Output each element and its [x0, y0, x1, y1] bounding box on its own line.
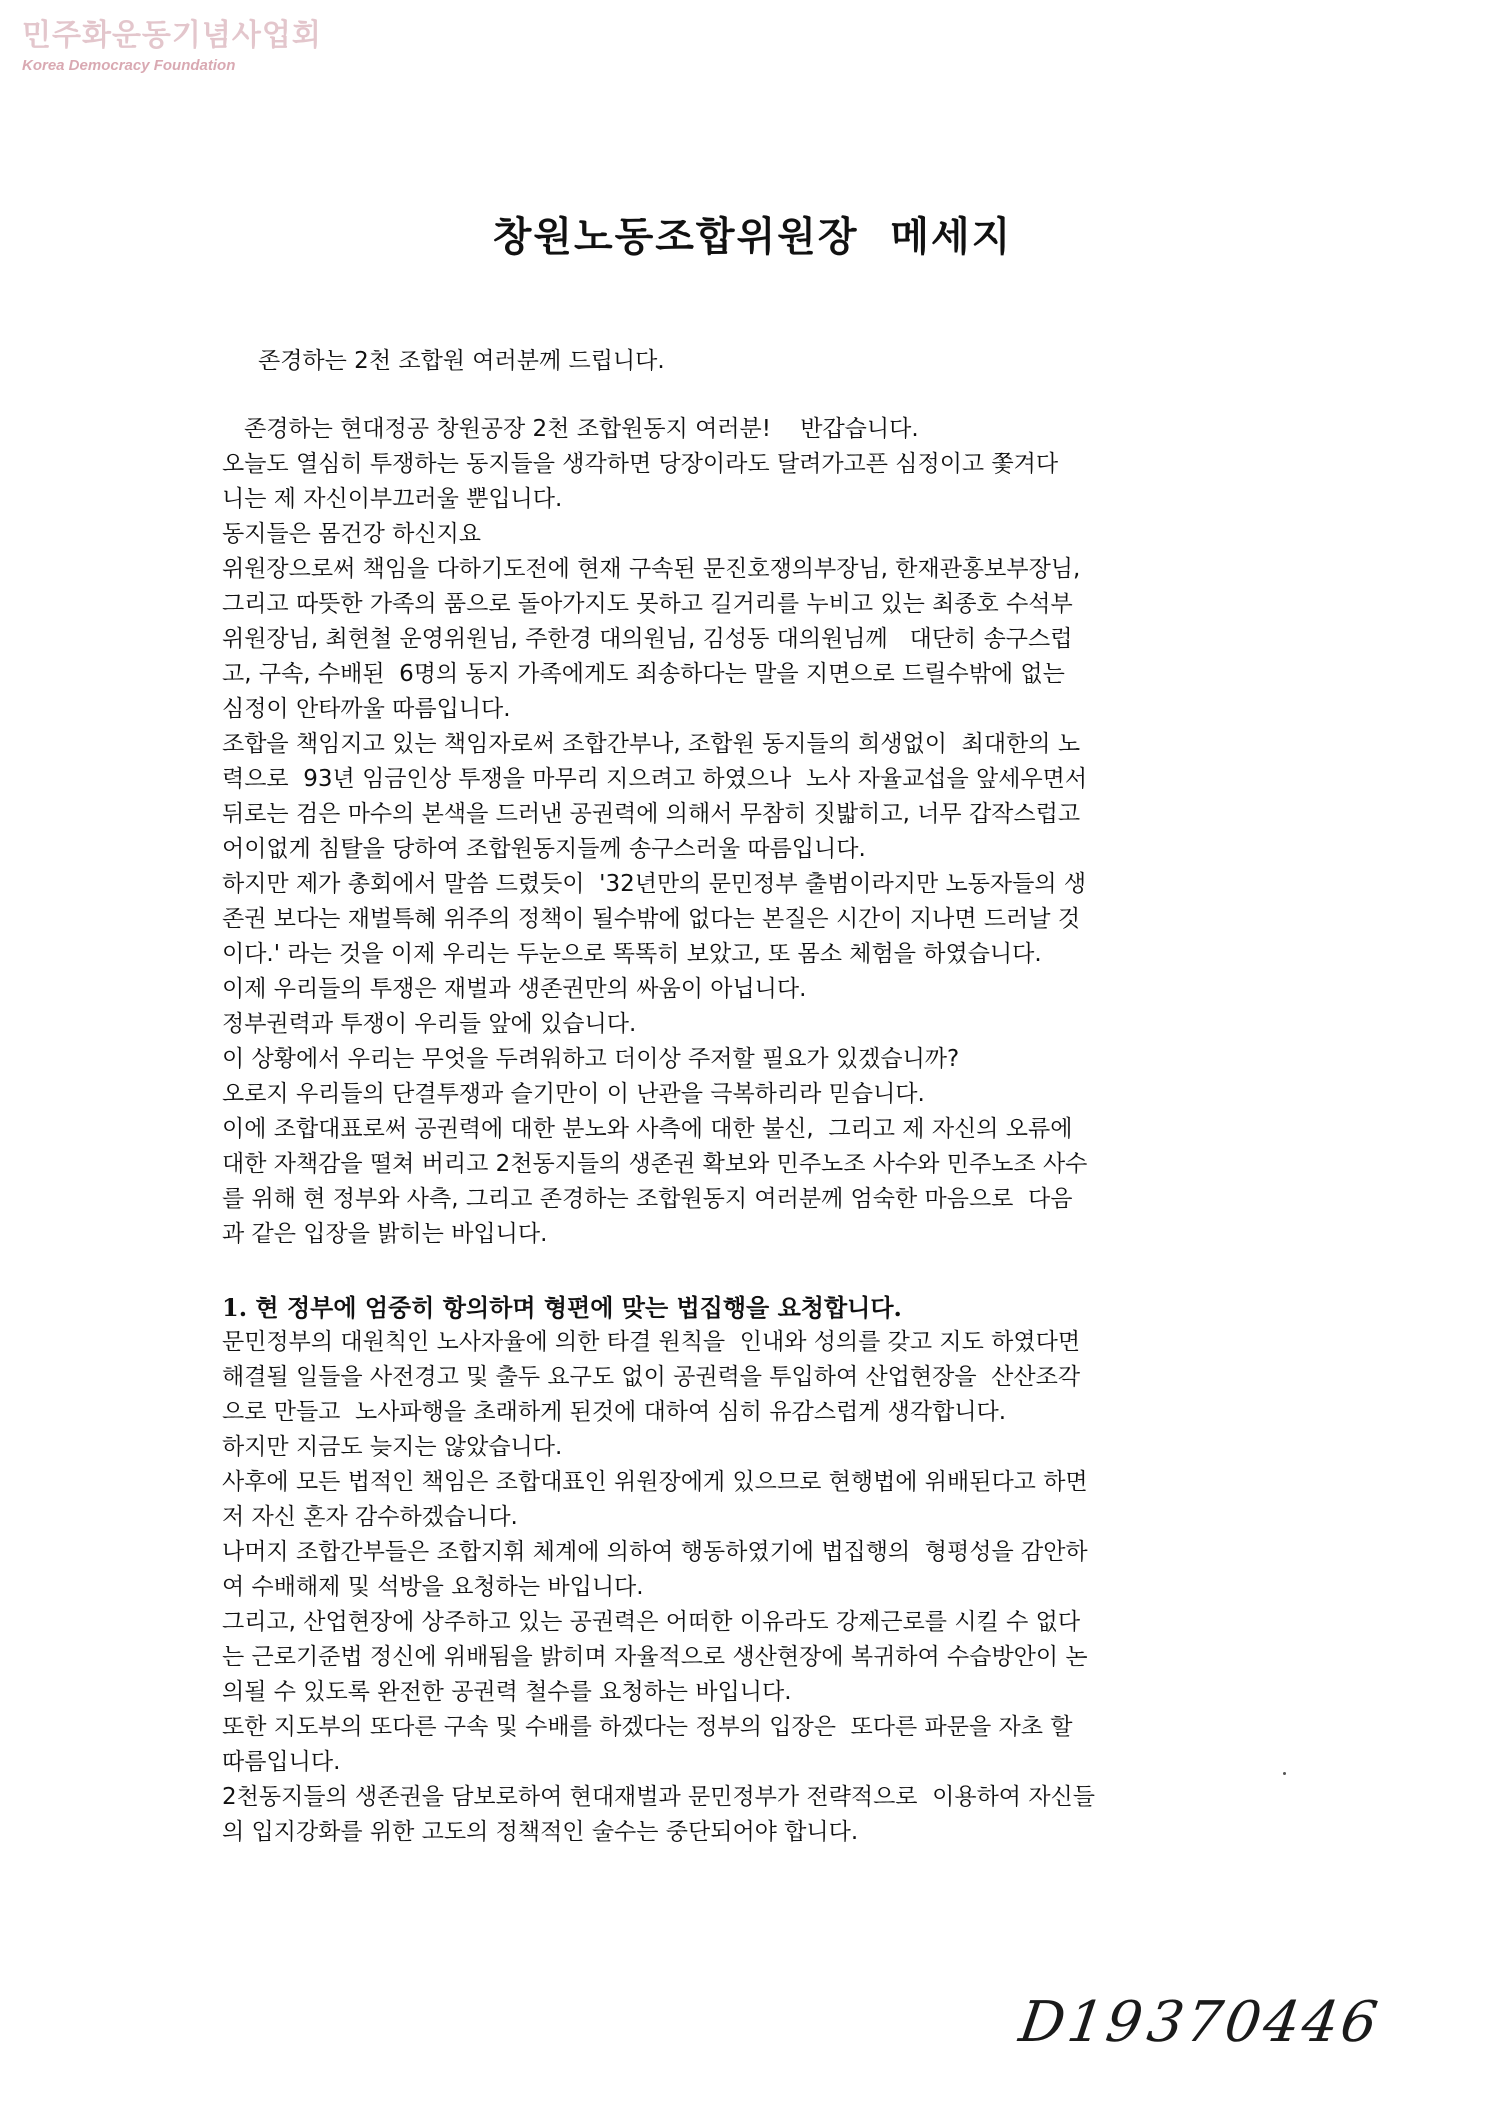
- section-line: 의될 수 있도록 완전한 공권력 철수를 요청하는 바입니다.: [222, 1679, 792, 1705]
- body-line: 력으로 93년 임금인상 투쟁을 마무리 지으려고 하였으나 노사 자율교섭을 앞세우면서: [222, 766, 1088, 792]
- body-line: 를 위해 현 정부와 사측, 그리고 존경하는 조합원동지 여러분께 엄숙한 마음으로 다음: [222, 1186, 1073, 1212]
- body-line: 어이없게 침탈을 당하여 조합원동지들께 송구스러울 따름입니다.: [222, 836, 866, 862]
- handwritten-code: D19: [1015, 1990, 1150, 2055]
- body-line: 하지만 제가 총회에서 말씀 드렸듯이 '32년만의 문민정부 출범이라지만 노동자들의 생: [222, 871, 1087, 897]
- body-line: 위원장님, 최현철 운영위원님, 주한경 대의원님, 김성동 대의원님께 대단히 송구스럽: [222, 626, 1073, 652]
- body-line: 뒤로는 검은 마수의 본색을 드러낸 공권력에 의해서 무참히 짓밟히고, 너무 갑작스럽고: [222, 801, 1081, 827]
- section-line: 또한 지도부의 또다른 구속 및 수배를 하겠다는 정부의 입장은 또다른 파문을 자초 할: [222, 1714, 1073, 1740]
- section-heading: 1. 현 정부에 엄중히 항의하며 형편에 맞는 법집행을 요청합니다.: [222, 1293, 902, 1322]
- section-line: 그리고, 산업현장에 상주하고 있는 공권력은 어떠한 이유라도 강제근로를 시킬 수 없다: [222, 1609, 1081, 1635]
- body-line: 이제 우리들의 투쟁은 재벌과 생존권만의 싸움이 아닙니다.: [222, 976, 807, 1002]
- section-line: 의 입지강화를 위한 고도의 정책적인 술수는 중단되어야 합니다.: [222, 1819, 859, 1845]
- section-line: 하지만 지금도 늦지는 않았습니다.: [222, 1434, 563, 1460]
- body-line: 정부권력과 투쟁이 우리들 앞에 있습니다.: [222, 1011, 637, 1037]
- body-line: 고, 구속, 수배된 6명의 동지 가족에게도 죄송하다는 말을 지면으로 드릴수밖에 없는: [222, 661, 1065, 687]
- body-line: 이다.' 라는 것을 이제 우리는 두눈으로 똑똑히 보았고, 또 몸소 체험을 하였습니다.: [222, 941, 1042, 967]
- body-line: 대한 자책감을 떨쳐 버리고 2천동지들의 생존권 확보와 민주노조 사수와 민주노조 사수: [222, 1151, 1088, 1177]
- body-line: 위원장으로써 책임을 다하기도전에 현재 구속된 문진호쟁의부장님, 한재관홍보부장님,: [222, 556, 1081, 582]
- section-line: 2천동지들의 생존권을 담보로하여 현대재벌과 문민정부가 전략적으로 이용하여 자신들: [222, 1784, 1095, 1810]
- body-line: 이에 조합대표로써 공권력에 대한 분노와 사측에 대한 불신, 그리고 제 자신의 오류에: [222, 1116, 1073, 1142]
- letter-body: [222, 412, 1262, 1850]
- section-gap: [222, 1252, 1262, 1290]
- watermark-korean: 민주화운동기념사업회: [22, 18, 322, 53]
- body-line: 동지들은 몸건강 하신지요: [222, 521, 482, 547]
- scan-speck: [1283, 1772, 1286, 1775]
- section-line: 따름입니다.: [222, 1749, 341, 1775]
- body-line: 그리고 따뜻한 가족의 품으로 돌아가지도 못하고 길거리를 누비고 있는 최종호 수석부: [222, 591, 1073, 617]
- section-line: 나머지 조합간부들은 조합지휘 체계에 의하여 행동하였기에 법집행의 형평성을 감안하: [222, 1539, 1088, 1565]
- section-line: 는 근로기준법 정신에 위배됨을 밝히며 자율적으로 생산현장에 복귀하여 수습방안이 논: [222, 1644, 1088, 1670]
- watermark-logo: [22, 18, 382, 88]
- document-title: 창원노동조합위원장 메세지: [492, 213, 1013, 260]
- section-line: 문민정부의 대원칙인 노사자율에 의한 타결 원칙을 인내와 성의를 갖고 지도 하였다면: [222, 1329, 1081, 1355]
- body-line: 조합을 책임지고 있는 책임자로써 조합간부나, 조합원 동지들의 희생없이 최대한의 노: [222, 731, 1081, 757]
- body-line: 니는 제 자신이부끄러울 뿐입니다.: [222, 486, 563, 512]
- handwritten-number: 370446: [1143, 1990, 1385, 2055]
- section-line: 해결될 일들을 사전경고 및 출두 요구도 없이 공권력을 투입하여 산업현장을 산산조각: [222, 1364, 1081, 1390]
- body-line: 오늘도 열심히 투쟁하는 동지들을 생각하면 당장이라도 달려가고픈 심정이고 쫓겨다: [222, 451, 1059, 477]
- body-line: 존권 보다는 재벌특혜 위주의 정책이 될수밖에 없다는 본질은 시간이 지나면 드러날 것: [222, 906, 1081, 932]
- section-line: 사후에 모든 법적인 책임은 조합대표인 위원장에게 있으므로 현행법에 위배된다고 하면: [222, 1469, 1088, 1495]
- watermark-english: Korea Democracy Foundation: [22, 57, 236, 74]
- body-line: 오로지 우리들의 단결투쟁과 슬기만이 이 난관을 극복하리라 믿습니다.: [222, 1081, 925, 1107]
- section-line: 여 수배해제 및 석방을 요청하는 바입니다.: [222, 1574, 644, 1600]
- section-line: 저 자신 혼자 감수하겠습니다.: [222, 1504, 518, 1530]
- body-line: 심정이 안타까울 따름입니다.: [222, 696, 511, 722]
- body-line: 과 같은 입장을 밝히는 바입니다.: [222, 1221, 548, 1247]
- body-line: 이 상황에서 우리는 무엇을 두려워하고 더이상 주저할 필요가 있겠습니까?: [222, 1046, 960, 1072]
- body-line: 존경하는 현대정공 창원공장 2천 조합원동지 여러분! 반갑습니다.: [244, 416, 919, 442]
- salutation: 존경하는 2천 조합원 여러분께 드립니다.: [258, 348, 665, 374]
- section-line: 으로 만들고 노사파행을 초래하게 된것에 대하여 심히 유감스럽게 생각합니다.: [222, 1399, 1007, 1425]
